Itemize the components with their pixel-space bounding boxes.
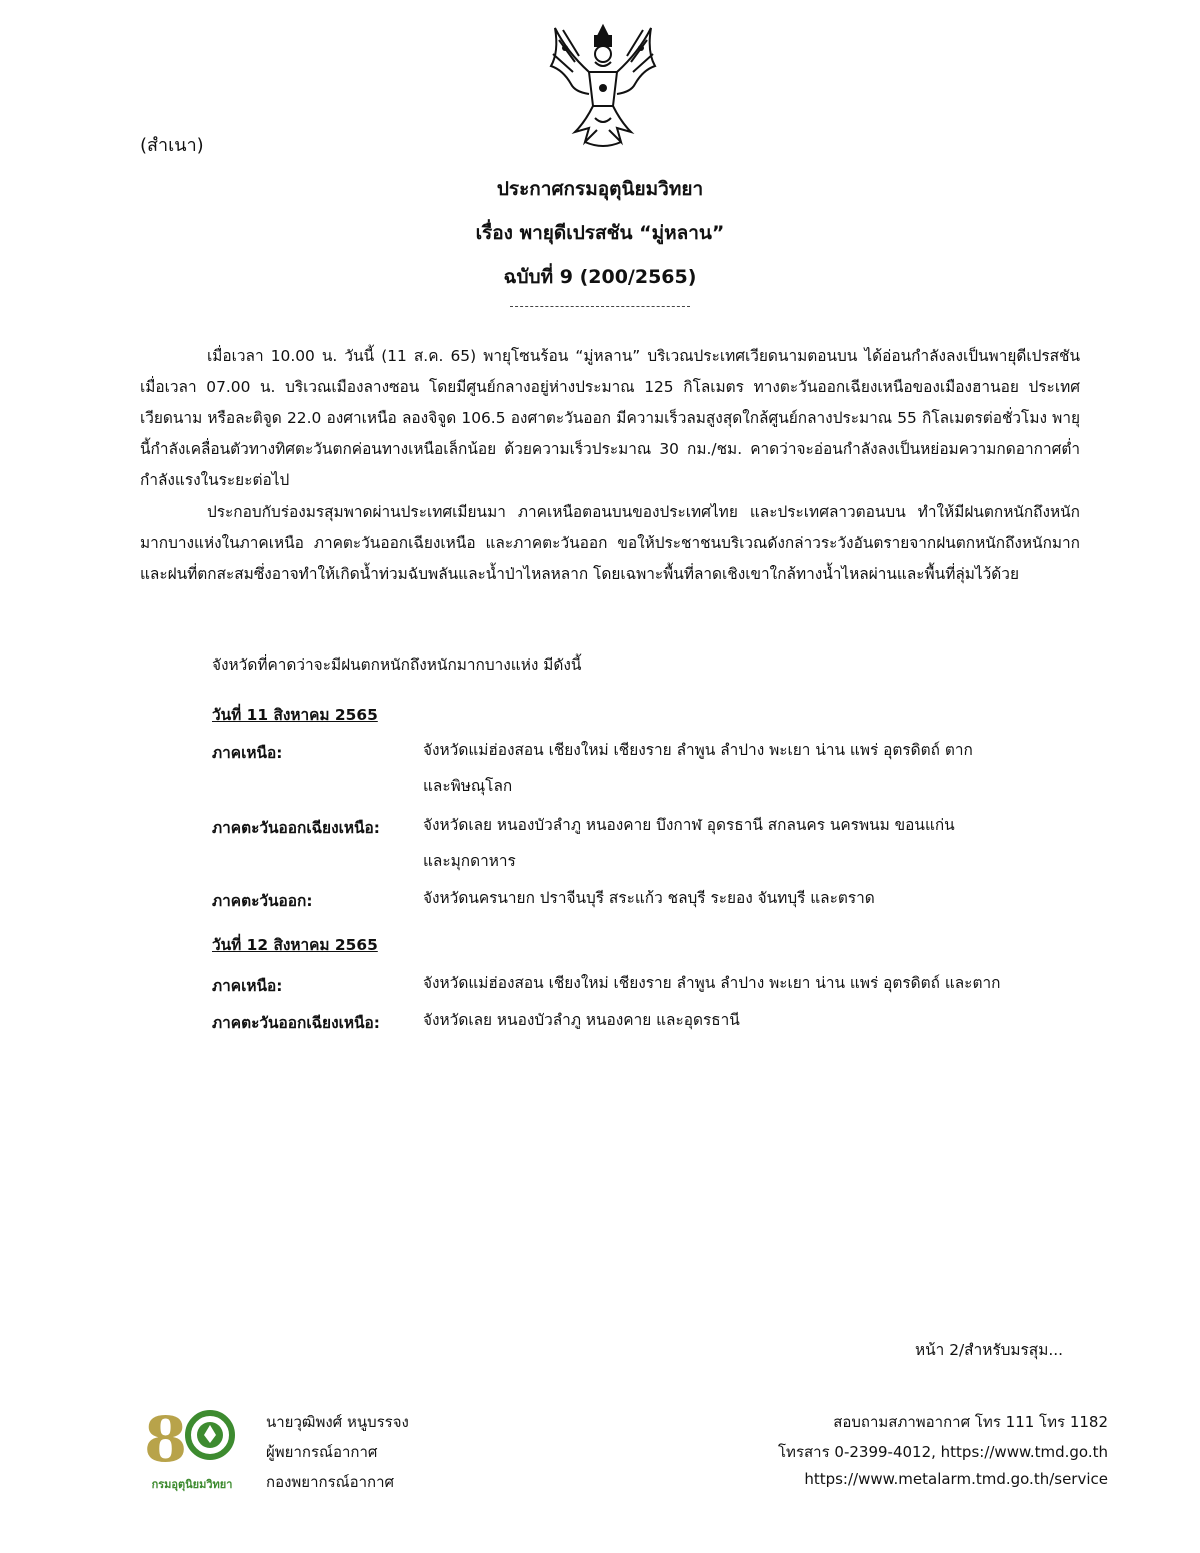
svg-text:8: 8 <box>144 1403 188 1473</box>
monsoon-paragraph-text: ประกอบกับร่องมรสุมพาดผ่านประเทศเมียนมา ภาคเหนือตอนบนของประเทศไทย และประเทศลาวตอนบน ทำให้มีฝนตกหนักถึงหนักมากบางแห่งในภาคเหนือ ภาคตะวันออกเฉียงเหนือ และภาคตะวันออก ขอให้ประชาชนบริเวณดังกล่าวระวังอันตรายจากฝนตกหนักถึงหนักมากและฝนที่ตกสะสมซึ่งอาจทำให้เกิดน้ำท่วมฉับพลันและน้ำป่าไหลหลาก โดยเฉพาะพื้นที่ลาดเชิงเขาใกล้ทางน้ำไหลผ่านและพื้นที่ลุ่มไว้ด้วย <box>140 503 1080 583</box>
province-list <box>423 807 1073 879</box>
tmd-logo <box>142 1403 242 1489</box>
region-label: ภาคตะวันออก: <box>212 892 313 910</box>
province-line: และพิษณุโลก <box>423 777 513 795</box>
province-line: และมุกดาหาร <box>423 852 516 870</box>
storm-paragraph <box>140 341 1080 496</box>
forecast-intro: จังหวัดที่คาดว่าจะมีฝนตกหนักถึงหนักมากบางแห่ง มีดังนี้ <box>212 656 582 674</box>
province-line: จังหวัดแม่ฮ่องสอน เชียงใหม่ เชียงราย ลำพูน ลำปาง พะเยา น่าน แพร่ อุตรดิตถ์ และตาก <box>423 974 1001 992</box>
province-list <box>423 965 1073 1001</box>
province-line: จังหวัดเลย หนองบัวลำภู หนองคาย บึงกาฬ อุดรธานี สกลนคร นครพนม ขอนแก่น <box>423 816 955 834</box>
tmd-80-anniversary-icon <box>142 1403 242 1473</box>
contact-phone: สอบถามสภาพอากาศ โทร 111 โทร 1182 <box>833 1413 1108 1431</box>
signatory-name: นายวุฒิพงศ์ หนูบรรจง <box>266 1413 409 1431</box>
province-list <box>423 732 1073 804</box>
announcement-issue-number: ฉบับที่ 9 (200/2565) <box>503 266 697 288</box>
announcement-title: ประกาศกรมอุตุนิยมวิทยา <box>496 178 704 200</box>
region-label: ภาคตะวันออกเฉียงเหนือ: <box>212 1014 380 1032</box>
forecast-date-2: วันที่ 12 สิงหาคม 2565 <box>212 936 378 954</box>
province-line: จังหวัดแม่ฮ่องสอน เชียงใหม่ เชียงราย ลำพูน ลำปาง พะเยา น่าน แพร่ อุตรดิตถ์ ตาก <box>423 741 973 759</box>
province-line: จังหวัดนครนายก ปราจีนบุรี สระแก้ว ชลบุรี ระยอง จันทบุรี และตราด <box>423 889 875 907</box>
signatory-division: กองพยากรณ์อากาศ <box>266 1473 395 1491</box>
next-page-note: หน้า 2/สำหรับมรสุม... <box>915 1341 1064 1359</box>
signatory-position: ผู้พยากรณ์อากาศ <box>266 1443 378 1461</box>
contact-fax-website[interactable]: โทรสาร 0-2399-4012, https://www.tmd.go.th <box>778 1443 1108 1461</box>
region-label: ภาคเหนือ: <box>212 744 283 762</box>
province-line: จังหวัดเลย หนองบัวลำภู หนองคาย และอุดรธานี <box>423 1011 740 1029</box>
tmd-logo-text: กรมอุตุนิยมวิทยา <box>151 1478 233 1491</box>
region-label: ภาคเหนือ: <box>212 977 283 995</box>
announcement-subject: เรื่อง พายุดีเปรสชัน “มู่หลาน” <box>475 222 725 244</box>
monsoon-paragraph <box>140 497 1080 590</box>
province-list <box>423 1002 1073 1038</box>
copy-mark: (สำเนา) <box>140 135 204 156</box>
storm-paragraph-text: เมื่อเวลา 10.00 น. วันนี้ (11 ส.ค. 65) พายุโซนร้อน “มู่หลาน” บริเวณประเทศเวียดนามตอนบน ได้อ่อนกำลังลงเป็นพายุดีเปรสชันเมื่อเวลา 07.00 น. บริเวณเมืองลางซอน โดยมีศูนย์กลางอยู่ห่างประมาณ 125 กิโลเมตร ทางตะวันออกเฉียงเหนือของเมืองฮานอย ประเทศเวียดนาม หรือละติจูด 22.0 องศาเหนือ ลองจิจูด 106.5 องศาตะวันออก มีความเร็วลมสูงสุดใกล้ศูนย์กลางประมาณ 55 กิโลเมตรต่อชั่วโมง พายุนี้กำลังเคลื่อนตัวทางทิศตะวันตกค่อนทางเหนือเล็กน้อย ด้วยความเร็วประมาณ 30 กม./ชม. คาดว่าจะอ่อนกำลังลงเป็นหย่อมความกดอากาศต่ำกำลังแรงในระยะต่อไป <box>140 347 1081 489</box>
contact-service-link[interactable]: https://www.metalarm.tmd.go.th/service <box>804 1470 1108 1488</box>
forecast-date-1: วันที่ 11 สิงหาคม 2565 <box>212 706 378 724</box>
garuda-emblem-icon <box>545 22 661 150</box>
province-list <box>423 880 1073 916</box>
title-divider <box>510 306 690 307</box>
region-label: ภาคตะวันออกเฉียงเหนือ: <box>212 819 380 837</box>
